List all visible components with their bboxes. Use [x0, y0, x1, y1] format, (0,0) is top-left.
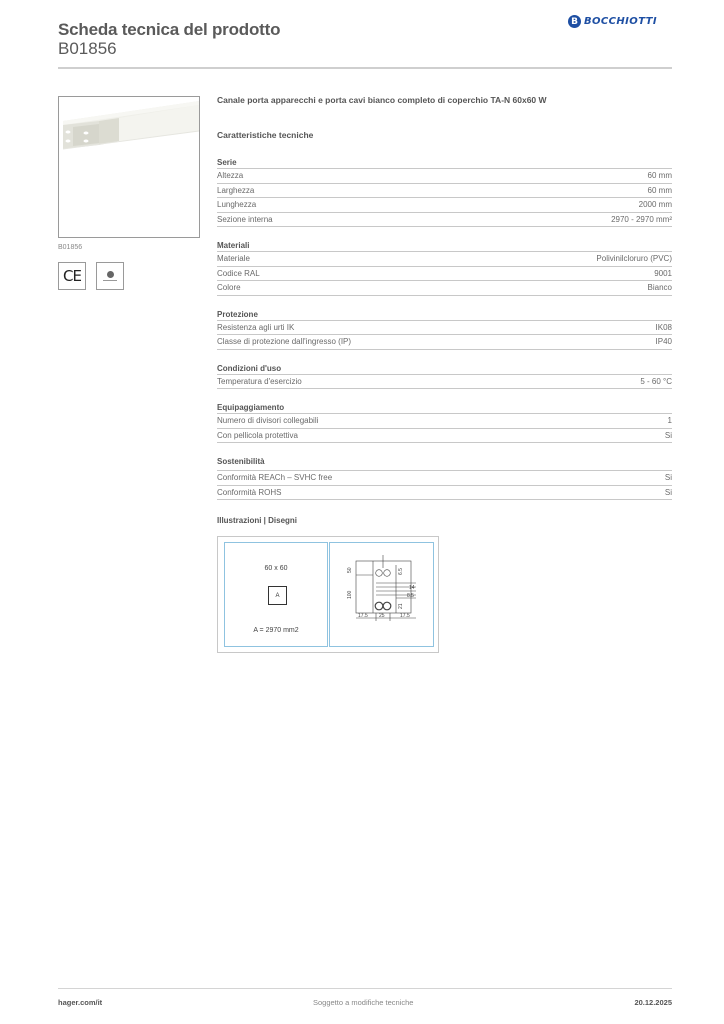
footer-website-link[interactable]: hager.com/it	[58, 998, 103, 1007]
section-title: Caratteristiche tecniche	[217, 130, 314, 140]
spec-row	[217, 184, 672, 199]
section-area: A = 2970 mm2	[253, 627, 299, 634]
dim-21: 21	[398, 603, 404, 609]
spec-value: 60 mm	[647, 185, 672, 195]
product-image	[58, 96, 200, 238]
spec-value: 60 mm	[647, 171, 672, 180]
spec-row	[217, 486, 672, 501]
spec-row	[217, 414, 672, 429]
dim-14: 14	[409, 585, 415, 591]
mounting-dimension-drawing	[330, 543, 433, 646]
footer-date: 20.12.2025	[634, 998, 672, 1007]
bocchiotti-logo-icon: B	[568, 15, 581, 28]
product-description: Canale porta apparecchi e porta cavi bianco completo di coperchio TA-N 60x60 W	[217, 95, 547, 105]
group-title-protezione: Protezione	[217, 309, 672, 321]
spec-row	[217, 471, 672, 486]
spec-row	[217, 281, 672, 296]
group-title-materiali: Materiali	[217, 240, 672, 252]
spec-row	[217, 198, 672, 213]
section-inner-label: A	[275, 592, 280, 599]
spec-label: Lunghezza	[217, 200, 257, 209]
section-profile	[268, 586, 287, 605]
dim-6-5: 6.5	[398, 568, 404, 575]
spec-label: Altezza	[217, 171, 244, 180]
dim-17-5-right: 17.5	[400, 613, 410, 619]
page-title: Scheda tecnica del prodotto	[58, 20, 281, 39]
spec-value: Si	[664, 487, 672, 497]
spec-value: Bianco	[647, 283, 672, 292]
ul-mark-icon	[96, 262, 124, 290]
section-drawing	[224, 542, 328, 647]
group-title-equipaggiamento: Equipaggiamento	[217, 402, 672, 414]
spec-sheet	[217, 95, 672, 500]
spec-label: Colore	[217, 283, 241, 292]
spec-value: Polivinilcloruro (PVC)	[596, 254, 672, 263]
spec-value: 1	[667, 416, 672, 425]
spec-value: IP40	[655, 337, 672, 346]
spec-label: Conformità REACh – SVHC free	[217, 473, 333, 482]
spec-row	[217, 429, 672, 444]
illustrations-title: Illustrazioni | Disegni	[217, 516, 298, 525]
dim-100: 100	[347, 590, 353, 599]
spec-row	[217, 267, 672, 282]
mounting-drawing	[329, 542, 434, 647]
dim-17-5-left: 17.5	[358, 613, 368, 619]
group-title-condizioni: Condizioni d'uso	[217, 363, 672, 375]
spec-row	[217, 252, 672, 267]
dim-25: 25	[379, 613, 385, 619]
group-title-sostenibilita: Sostenibilità	[217, 456, 672, 471]
spec-label: Codice RAL	[217, 268, 260, 278]
spec-label: Materiale	[217, 254, 250, 263]
dim-50: 50	[347, 567, 353, 573]
spec-row	[217, 335, 672, 350]
section-dimension: 60 x 60	[264, 565, 288, 572]
spec-value: 5 - 60 °C	[640, 376, 672, 386]
spec-label: Resistenza agli urti IK	[217, 322, 295, 332]
header-divider	[58, 67, 672, 69]
spec-value: 2970 - 2970 mm²	[611, 214, 672, 224]
spec-label: Conformità ROHS	[217, 487, 282, 497]
image-caption: B01856	[58, 244, 83, 251]
footer-divider	[58, 988, 672, 989]
spec-label: Temperatura d'esercizio	[217, 376, 302, 386]
ul-line-glyph	[103, 280, 117, 281]
spec-label: Numero di divisori collegabili	[217, 416, 319, 425]
brand-logo	[568, 15, 657, 28]
spec-label: Classe di protezione dall'ingresso (IP)	[217, 337, 352, 346]
spec-row	[217, 375, 672, 390]
ce-mark-icon: CE	[58, 262, 86, 290]
brand-name: BOCCHIOTTI	[584, 16, 657, 27]
spec-row	[217, 169, 672, 184]
spec-label: Con pellicola protettiva	[217, 430, 298, 440]
product-code: B01856	[58, 39, 117, 58]
cable-trunking-illustration	[59, 97, 200, 238]
illustrations-frame	[217, 536, 439, 653]
spec-label: Larghezza	[217, 185, 255, 195]
spec-row	[217, 213, 672, 228]
spec-row	[217, 321, 672, 336]
ul-circle-glyph	[107, 271, 114, 278]
spec-label: Sezione interna	[217, 214, 273, 224]
spec-value: Si	[664, 430, 672, 440]
spec-value: 9001	[654, 268, 672, 278]
footer-notice: Soggetto a modifiche tecniche	[313, 998, 414, 1007]
group-title-serie: Serie	[217, 157, 672, 169]
spec-value: Si	[664, 473, 672, 482]
dim-8-5: 8.5	[407, 593, 414, 599]
spec-value: IK08	[655, 322, 672, 332]
spec-value: 2000 mm	[638, 200, 672, 209]
